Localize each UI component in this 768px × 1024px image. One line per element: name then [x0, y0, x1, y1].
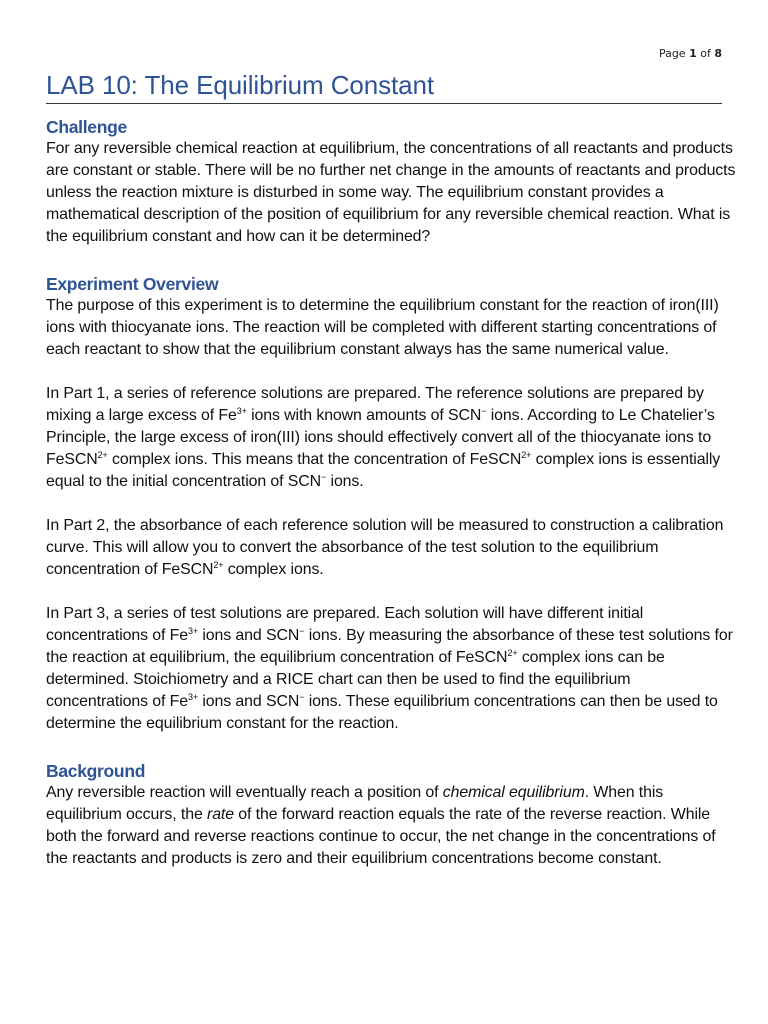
- challenge-section: [46, 116, 736, 248]
- background-paragraph: Any reversible reaction will eventually reach a position of chemical equilibrium. When this equilibrium occurs, the rate of the forward reaction equals the rate of the reverse reaction. While both the forward and reverse reactions continue to occur, the net change in the concentrations of the reactants and products is zero and their equilibrium concentrations become constant.: [46, 784, 716, 867]
- challenge-heading: Challenge: [46, 117, 127, 137]
- document-title: LAB 10: The Equilibrium Constant: [46, 70, 434, 100]
- background-heading: Background: [46, 761, 146, 781]
- page-label: Page: [658, 47, 686, 60]
- challenge-paragraph: For any reversible chemical reaction at equilibrium, the concentrations of all reactants and products are constant or stable. There will be no further net change in the amounts of reactants and products unless the reaction mixture is disturbed in some way. The equilibrium constant provides a mathematical description of the position of equilibrium for any reversible chemical reaction. What is the equilibrium constant and how can it be determined?: [46, 140, 736, 245]
- overview-section: [46, 273, 736, 735]
- page-of: of: [700, 47, 711, 60]
- page-number: [659, 47, 722, 60]
- overview-heading: Experiment Overview: [46, 274, 219, 294]
- page-current: 1: [689, 47, 697, 60]
- title-divider: [46, 103, 722, 104]
- overview-paragraph-part3: In Part 3, a series of test solutions are prepared. Each solution will have different initial concentrations of $Fe^{3+}$ ions and SCN− ions. By measuring the absorbance of these test solutions for the reaction at equilibrium, the equilibrium concentration of FeSCN$^{2+}$ complex ions can be determined. Stoichiometry and a RICE chart can then be used to find the equilibrium concentrations of $Fe^{3+}$ ions and SCN− ions. These equilibrium concentrations can then be used to determine the equilibrium constant for the reaction.: [46, 605, 733, 732]
- page-total: 8: [714, 47, 722, 60]
- overview-paragraph-part2: In Part 2, the absorbance of each reference solution will be measured to construction a calibration curve. This will allow you to convert the absorbance of the test solution to the equilibrium concentration of FeSCN$^{2+}$ complex ions.: [46, 517, 724, 578]
- overview-paragraph-purpose: The purpose of this experiment is to determine the equilibrium constant for the reaction of iron(III) ions with thiocyanate ions. The reaction will be completed with different starting concentrations of each reactant to show that the equilibrium constant always has the same numerical value.: [46, 297, 719, 358]
- overview-paragraph-part1: In Part 1, a series of reference solutions are prepared. The reference solutions are prepared by mixing a large excess of $Fe^{3+}$ ions with known amounts of SCN− ions. According to Le Chatelier’s Principle, the large excess of iron(III) ions should effectively convert all of the thiocyanate ions to FeSCN$^{2+}$ complex ions. This means that the concentration of FeSCN$^{2+}$ complex ions is essentially equal to the initial concentration of SCN− ions.: [46, 385, 721, 490]
- background-section: [46, 760, 736, 870]
- document-body: [46, 116, 736, 870]
